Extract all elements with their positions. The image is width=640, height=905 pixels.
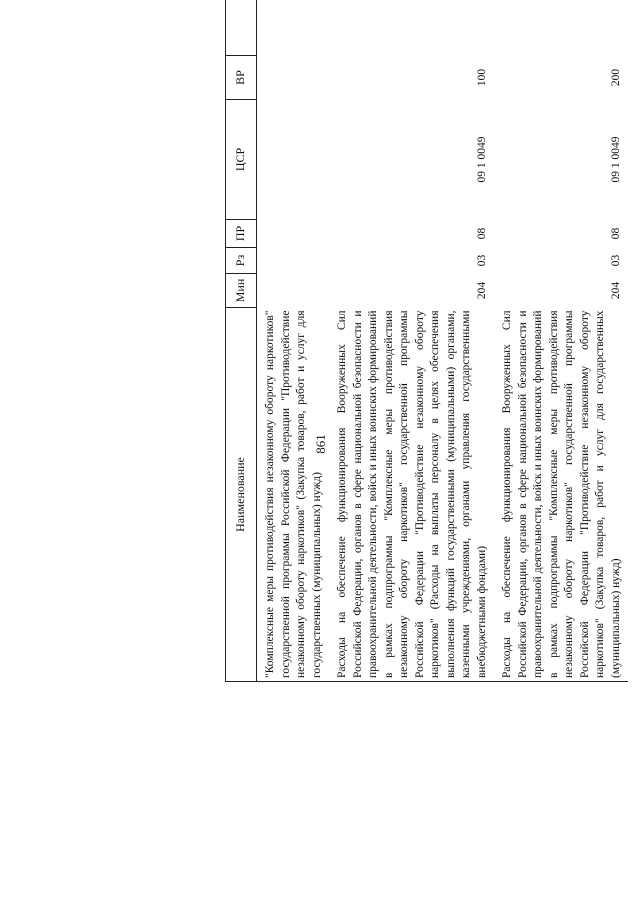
row-vr: 200 bbox=[609, 68, 622, 87]
row-name: Расходы на обеспечение функционирования Вооруженных Сил Российской Федерации, органов в сфере национальной безопасности и правоохранительной деятельности, войск и иных воинских формирований в рамках подпрограммы "Комплексные меры противодействия незаконному обороту наркотиков" государственной программы Российской Федерации "Противодействие незаконному обороту наркотиков" (Расходы на выплаты персоналу в целях обеспечения выполнения функций государственными (муниципальными) органами, казенными учреждениями, органами управления государственными внебюджетными фондами) bbox=[329, 308, 494, 682]
row-pr bbox=[257, 220, 330, 248]
row-name: "Комплексные меры противодействия незаконному обороту наркотиков" государственной программы Российской Федерации "Противодействие незаконному обороту наркотиков" (Закупка товаров, работ и услуг для государственных (муниципальных) нужд) bbox=[257, 308, 330, 682]
row-vr bbox=[257, 56, 330, 100]
row-vr: 100 bbox=[475, 68, 488, 87]
row-rz: 03 bbox=[609, 254, 622, 267]
header-rz: Рз bbox=[226, 248, 257, 274]
row-min bbox=[257, 274, 330, 308]
row-min: 204 bbox=[475, 281, 488, 300]
table-row bbox=[257, 0, 330, 682]
header-vr: ВР bbox=[226, 56, 257, 100]
row-pr: 08 bbox=[609, 227, 622, 240]
header-csr: ЦСР bbox=[226, 100, 257, 220]
row-csr: 09 1 0049 bbox=[475, 136, 488, 183]
row-sum bbox=[257, 0, 330, 56]
table-header-row bbox=[226, 0, 257, 682]
header-sum bbox=[226, 0, 257, 56]
row-name: Расходы на обеспечение функционирования Вооруженных Сил Российской Федерации, органов в сфере национальной безопасности и правоохранительной деятельности, войск и иных воинских формирований в рамках подпрограммы "Комплексные меры противодействия незаконному обороту наркотиков" государственной программы Российской Федерации "Противодействие незаконному обороту наркотиков" (Закупка товаров, работ и услуг для государственных (муниципальных) нужд) bbox=[494, 308, 628, 682]
rotated-page-content bbox=[225, 0, 640, 682]
row-sum bbox=[329, 0, 494, 56]
row-csr: 09 1 0049 bbox=[609, 136, 622, 183]
header-pr: ПР bbox=[226, 220, 257, 248]
row-sum bbox=[494, 0, 628, 56]
table-row bbox=[329, 0, 494, 682]
budget-table bbox=[225, 0, 628, 682]
row-pr: 08 bbox=[475, 227, 488, 240]
table-row bbox=[494, 0, 628, 682]
header-min: Мин bbox=[226, 274, 257, 308]
row-min: 204 bbox=[609, 281, 622, 300]
row-csr bbox=[257, 100, 330, 220]
header-name: Наименование bbox=[226, 308, 257, 682]
row-rz bbox=[257, 248, 330, 274]
row-rz: 03 bbox=[475, 254, 488, 267]
page-number: 861 bbox=[313, 434, 328, 454]
